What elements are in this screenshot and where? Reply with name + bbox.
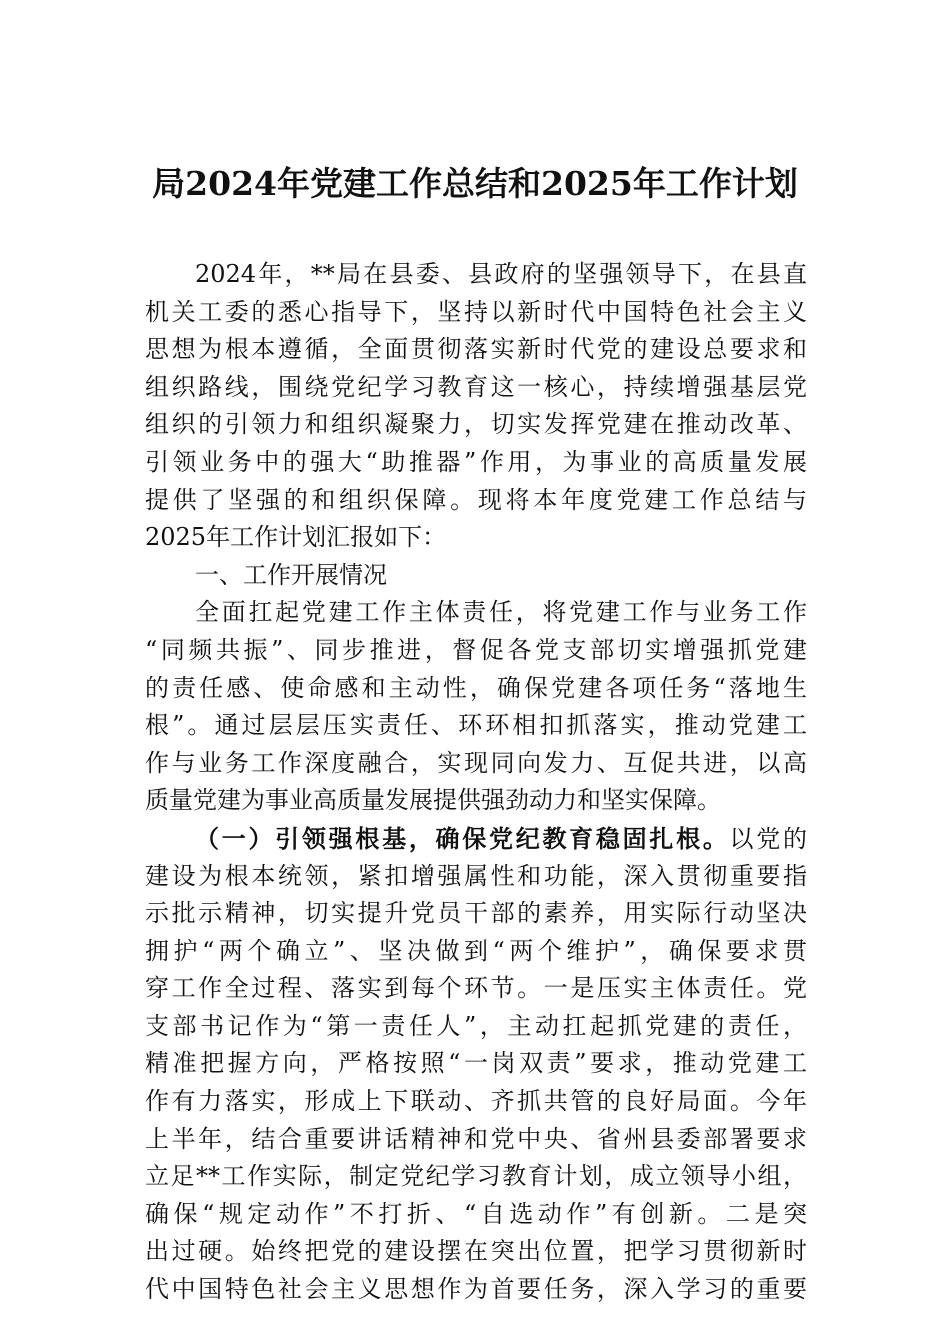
paragraph-line: 确保“规定动作”不打折、“自选动作”有创新。二是突 — [145, 1199, 807, 1228]
paragraph-line: 支部书记作为“第一责任人”，主动扛起抓党建的责任， — [145, 1011, 807, 1040]
paragraph-line — [145, 820, 807, 858]
paragraph-line: 组织路线，围绕党纪学习教育这一核心，持续增强基层党 — [145, 372, 807, 401]
paragraph-line: 全面扛起党建工作主体责任，将党建工作与业务工作 — [195, 598, 807, 627]
paragraph-line: 质量党建为事业高质量发展提供强劲动力和坚实保障。 — [145, 786, 721, 815]
document-body — [145, 256, 807, 1309]
paragraph-line: 提供了坚强的和组织保障。现将本年度党建工作总结与 — [145, 485, 807, 514]
paragraph-line: 作有力落实，形成上下联动、齐抓共管的良好局面。今年 — [145, 1087, 807, 1116]
paragraph-line: 引领业务中的强大“助推器”作用，为事业的高质量发展 — [145, 447, 807, 476]
paragraph-line: 出过硬。始终把党的建设摆在突出位置，把学习贯彻新时 — [145, 1237, 807, 1266]
paragraph-line: 穿工作全过程、落实到每个环节。一是压实主体责任。党 — [145, 974, 807, 1003]
paragraph-line: 根”。通过层层压实责任、环环相扣抓落实，推动党建工 — [145, 711, 807, 740]
paragraph-line: 机关工委的悉心指导下，坚持以新时代中国特色社会主义 — [145, 297, 807, 326]
paragraph-line: 2025年工作计划汇报如下： — [145, 523, 447, 552]
paragraph-line: 上半年，结合重要讲话精神和党中央、省州县委部署要求 — [145, 1124, 807, 1153]
paragraph-line: 2024年，**局在县委、县政府的坚强领导下，在县直 — [195, 260, 807, 288]
section-heading: 一、工作开展情况 — [195, 560, 387, 589]
paragraph-line: 拥护“两个确立”、坚决做到“两个维护”，确保要求贯 — [145, 936, 807, 965]
document-title: 局2024年党建工作总结和2025年工作计划 — [152, 164, 798, 203]
paragraph-line: 思想为根本遵循，全面贯彻落实新时代党的建设总要求和 — [145, 335, 807, 364]
paragraph-line: 精准把握方向，严格按照“一岗双责”要求，推动党建工 — [145, 1049, 807, 1078]
paragraph-text: 以党的 — [729, 824, 808, 853]
subsection-lead: （一）引领强根基，确保党纪教育稳固扎根。 — [195, 823, 730, 853]
paragraph-line: 组织的引领力和组织凝聚力，切实发挥党建在推动改革、 — [145, 410, 807, 439]
paragraph-line: 作与业务工作深度融合，实现同向发力、互促共进，以高 — [145, 748, 807, 777]
paragraph-line: “同频共振”、同步推进，督促各党支部切实增强抓党建 — [145, 635, 807, 664]
paragraph-line: 立足**工作实际，制定党纪学习教育计划，成立领导小组， — [145, 1162, 807, 1191]
paragraph-line: 代中国特色社会主义思想作为首要任务，深入学习的重要 — [145, 1275, 807, 1304]
paragraph-line: 建设为根本统领，紧扣增强属性和功能，深入贯彻重要指 — [145, 861, 807, 890]
paragraph-line: 的责任感、使命感和主动性，确保党建各项任务“落地生 — [145, 673, 807, 702]
paragraph-line: 示批示精神，切实提升党员干部的素养，用实际行动坚决 — [145, 899, 807, 928]
